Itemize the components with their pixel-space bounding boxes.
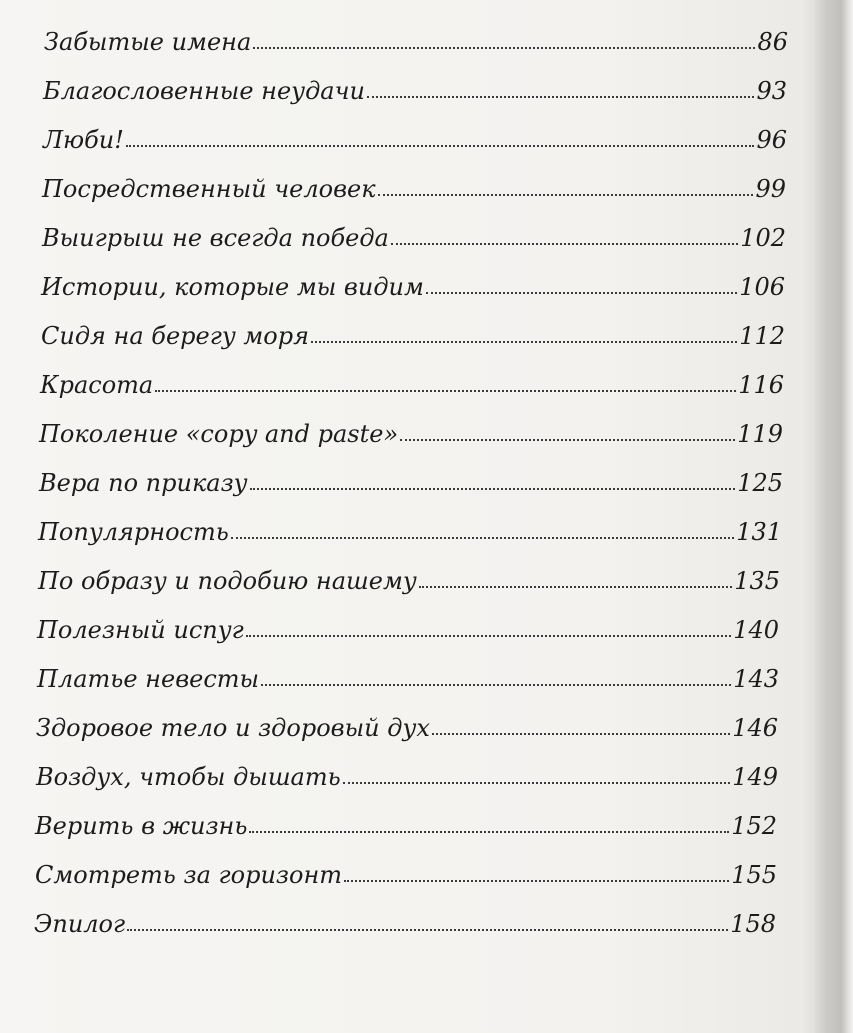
toc-entry-title: Истории, которые мы видим [41,273,424,301]
toc-entry-title: Верить в жизнь [35,812,248,840]
toc-entry-page: 152 [731,812,777,840]
toc-entry-title: Посредственный человек [42,175,376,203]
toc-entry [41,308,785,348]
toc-leader-dots [250,487,736,490]
toc-entry-page: 155 [731,861,777,889]
toc-leader-dots [261,683,731,686]
toc-entry-title: Поколение «copy and paste» [39,420,399,448]
toc-entry-page: 143 [733,665,779,693]
toc-entry-page: 102 [740,224,786,252]
toc-entry-page: 149 [732,763,778,791]
toc-entry [38,553,780,593]
toc-leader-dots [400,438,735,441]
toc-entry-title: Благословенные неудачи [43,77,365,105]
toc-entry-page: 125 [737,469,783,497]
toc-entry-page: 99 [755,175,786,203]
toc-entry-page: 158 [730,910,776,938]
toc-entry-title: Люби! [43,126,124,154]
toc-leader-dots [126,144,755,147]
toc-entry-page: 146 [732,714,778,742]
toc-entry [42,161,786,201]
toc-entry-title: Сидя на берегу моря [41,322,309,350]
toc-entry-title: Забытые имена [44,28,252,56]
toc-entry-title: Популярность [38,518,229,546]
toc-entry-page: 131 [736,518,782,546]
toc-entry-title: Воздух, чтобы дышать [36,763,341,791]
toc-entry [42,210,786,250]
toc-entry [38,504,782,544]
toc-leader-dots [419,585,732,588]
toc-entry-page: 93 [756,77,787,105]
toc-entry-page: 116 [738,371,784,399]
toc-entry-page: 106 [739,273,785,301]
toc-leader-dots [155,389,736,392]
toc-leader-dots [344,879,729,882]
toc-entry-page: 135 [734,567,780,595]
toc-entry-title: Эпилог [34,910,126,938]
toc-leader-dots [343,781,731,784]
toc-entry-title: Выигрыш не всегда победа [42,224,389,252]
toc-leader-dots [231,536,734,539]
toc-entry-title: Платье невесты [37,665,260,693]
toc-leader-dots [426,291,737,294]
toc-entry [41,259,785,299]
toc-entry [39,406,783,446]
toc-leader-dots [249,830,729,833]
toc-leader-dots [432,732,730,735]
toc-entry-title: Здоровое тело и здоровый дух [36,714,430,742]
toc-entry [37,651,779,691]
toc-leader-dots [367,95,754,98]
toc-leader-dots [311,340,737,343]
toc-entry-page: 140 [733,616,779,644]
toc-entry [36,749,778,789]
toc-entry [43,63,787,103]
toc-entry [34,896,776,936]
toc-entry-page: 112 [739,322,785,350]
toc-leader-dots [246,634,731,637]
toc-entry-page: 96 [756,126,787,154]
toc-entry-title: Красота [40,371,154,399]
toc-entry [39,455,783,495]
toc-entry [37,602,779,642]
toc-entry-title: Вера по приказу [39,469,248,497]
toc-leader-dots [253,46,755,49]
toc-entry-title: По образу и подобию нашему [38,567,417,595]
toc-entry [36,700,778,740]
toc-leader-dots [127,928,728,931]
toc-leader-dots [391,242,738,245]
toc-entry-page: 86 [757,28,788,56]
spine-shadow [813,0,853,1033]
toc-entry-title: Смотреть за горизонт [35,861,343,889]
toc-leader-dots [378,193,754,196]
toc-entry [44,14,788,54]
toc-entry [35,847,777,887]
toc-entry-title: Полезный испуг [37,616,244,644]
toc-entry [43,112,787,152]
toc-entry [40,357,784,397]
toc-entry [35,798,777,838]
toc-entry-page: 119 [737,420,783,448]
